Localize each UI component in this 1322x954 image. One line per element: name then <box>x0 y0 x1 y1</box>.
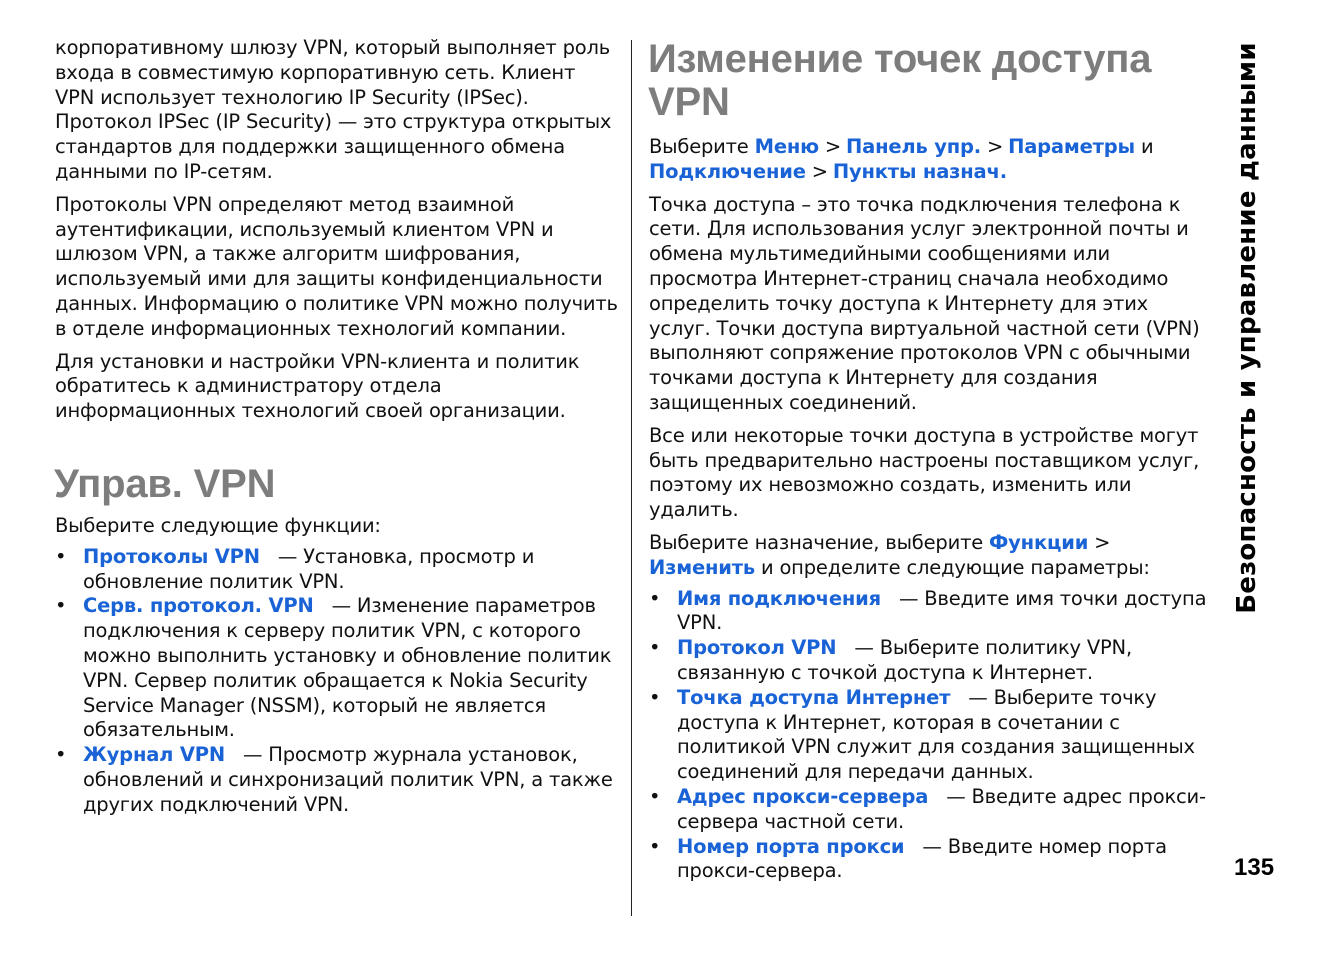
option-description: — Введите имя точки доступа VPN. <box>677 586 1207 635</box>
option-description: — Просмотр журнала установок, обновлений и синхронизаций политик VPN, а также других подключений VPN. <box>83 743 613 816</box>
bullet-icon: • <box>649 685 661 709</box>
option-description: — Выберите политику VPN, связанную с точкой доступа к Интернет. <box>677 636 1132 684</box>
select-prefix: Выберите назначение, выберите <box>649 530 984 554</box>
select-suffix: и определите следующие параметры: <box>760 555 1150 579</box>
chapter-title: Безопасность и управление данными <box>1232 41 1262 614</box>
bullet-icon: • <box>55 544 67 568</box>
bullet-icon: • <box>55 594 67 618</box>
option-internet-access-point[interactable]: Точка доступа Интернет <box>677 685 951 709</box>
option-description: — Изменение параметров подключения к серверу политик VPN, с которого можно выполнить установку и обновление политик VPN. Сервер политик обращается к Nokia Security Service Manager (NSSM), который не является обязательным. <box>83 594 612 742</box>
page-number: 135 <box>1234 854 1275 881</box>
column-divider <box>631 40 632 916</box>
option-description: — Введите адрес прокси-сервера частной сети. <box>677 784 1206 833</box>
section-heading-manage-vpn: Управ. VPN <box>54 461 276 506</box>
paragraph: Протоколы VPN определяют метод взаимной аутентификации, используемый клиентом VPN и шлюзом VPN, а также алгоритм шифрования, используемый ими для защиты конфиденциальности данных. Информацию о политике VPN можно получить в отделе информационных технологий компании. <box>55 192 618 340</box>
bullet-icon: • <box>55 743 67 767</box>
nav-functions[interactable]: Функции <box>989 530 1089 554</box>
nav-prefix: Выберите <box>649 135 749 158</box>
navigation-path <box>649 135 1214 185</box>
option-proxy-address[interactable]: Адрес прокси-сервера <box>677 784 929 808</box>
nav-separator: > <box>986 135 1004 158</box>
paragraph: Все или некоторые точки доступа в устройстве могут быть предварительно настроены поставщиком услуг, поэтому их невозможно создать, изменить или удалить. <box>649 423 1200 522</box>
bullet-icon: • <box>649 636 661 660</box>
bullet-icon: • <box>649 586 661 610</box>
list-item <box>55 743 620 817</box>
nav-separator: > <box>1094 530 1111 554</box>
option-connection-name[interactable]: Имя подключения <box>677 586 881 610</box>
option-description: — Выберите точку доступа к Интернет, которая в сочетании с политикой VPN служит для создания защищенных соединений для передачи данных. <box>677 685 1195 784</box>
paragraph: корпоративному шлюзу VPN, который выполняет роль входа в совместимую корпоративную сеть. Клиент VPN использует технологию IP Security (IPSec). Протокол IPSec (IP Security) — это структура открытых стандартов для поддержки защищенного обмена данными по IP-сетям. <box>55 36 612 183</box>
list-item <box>649 686 1214 785</box>
intro-text: Выберите следующие функции: <box>55 513 381 537</box>
chapter-sidebar <box>1217 40 1277 615</box>
option-description: — Установка, просмотр и обновление политик VPN. <box>83 544 535 593</box>
option-description: — Введите номер порта прокси-сервера. <box>677 834 1167 883</box>
bullet-icon: • <box>649 834 661 858</box>
option-vpn-protocols[interactable]: Протоколы VPN <box>83 544 260 568</box>
section-heading-edit-access-points: Изменение точек доступа VPN <box>648 37 1152 124</box>
option-proxy-port[interactable]: Номер порта прокси <box>677 834 905 858</box>
option-policy-server[interactable]: Серв. протокол. VPN <box>83 594 314 618</box>
paragraph: Точка доступа – это точка подключения телефона к сети. Для использования услуг электронной почты и обмена мультимедийными сообщениями или просмотра Интернет-страниц сначала необходимо определить точку доступа к Интернету для этих услуг. Точки доступа виртуальной частной сети (VPN) выполняют сопряжение протоколов VPN с обычными точками доступа к Интернету для создания защищенных соединений. <box>649 192 1200 414</box>
list-item <box>649 785 1214 835</box>
option-vpn-log[interactable]: Журнал VPN <box>83 743 225 767</box>
right-column <box>649 36 1214 884</box>
select-instruction <box>649 531 1214 581</box>
nav-edit[interactable]: Изменить <box>649 555 755 579</box>
nav-menu[interactable]: Меню <box>754 135 819 158</box>
function-list <box>55 545 620 818</box>
option-vpn-protocol[interactable]: Протокол VPN <box>677 636 837 660</box>
bullet-icon: • <box>649 784 661 808</box>
list-item <box>55 545 620 595</box>
list-item <box>649 587 1214 637</box>
list-item <box>649 636 1214 686</box>
paragraph: Для установки и настройки VPN-клиента и политик обратитесь к администратору отдела информационных технологий своей организации. <box>55 349 580 423</box>
nav-connection[interactable]: Подключение <box>649 159 806 183</box>
nav-destinations[interactable]: Пункты назнач. <box>832 159 1007 183</box>
nav-control-panel[interactable]: Панель упр. <box>846 135 981 158</box>
list-item <box>55 594 620 743</box>
parameter-list <box>649 587 1214 885</box>
left-column <box>55 36 620 818</box>
nav-separator: > <box>824 135 842 158</box>
list-item <box>649 835 1214 885</box>
nav-separator: > <box>811 159 828 183</box>
nav-settings[interactable]: Параметры <box>1008 135 1135 158</box>
nav-and: и <box>1140 135 1154 158</box>
